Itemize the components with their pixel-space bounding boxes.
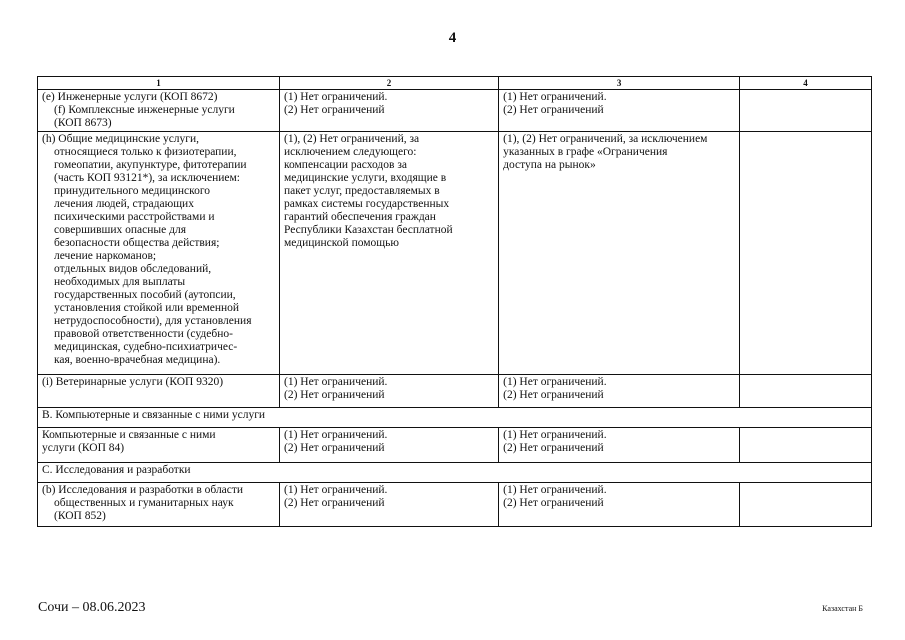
cell-text: кая, военно-врачебная медицина). [54, 354, 221, 366]
section-row-computer [38, 408, 872, 428]
cell-national-treatment [499, 483, 740, 527]
cell-text: Республики Казахстан бесплатной [283, 224, 453, 236]
cell-sector [38, 428, 280, 463]
cell-text: (2) Нет ограничений [503, 389, 604, 401]
cell-text: правовой ответственности (судебно- [54, 328, 233, 340]
cell-national-treatment [499, 90, 740, 132]
cell-text: указанных в графе «Ограничения [503, 146, 668, 158]
cell-text: медицинская, судебно-психиатричес- [54, 341, 238, 353]
column-header-2: 2 [279, 77, 498, 90]
cell-text: общественных и гуманитарных наук [54, 497, 234, 509]
cell-text: (1) Нет ограничений. [283, 376, 388, 388]
footer-place-date: Сочи – 08.06.2023 [38, 600, 146, 615]
column-header-4: 4 [740, 77, 872, 90]
cell-text: государственных пособий (аутопсии, [54, 289, 236, 301]
cell-text: лечения людей, страдающих [54, 198, 194, 210]
column-header-3: 3 [499, 77, 740, 90]
cell-text: (КОП 852) [54, 510, 106, 522]
cell-text: относящиеся только к физиотерапии, [54, 146, 237, 158]
cell-text: нетрудоспособности), для установления [54, 315, 252, 327]
section-row-research [38, 463, 872, 483]
cell-text: лечение наркоманов; [54, 250, 157, 262]
footer-country-code: Казахстан Б [822, 604, 863, 613]
cell-text: (1) Нет ограничений. [503, 376, 607, 388]
section-heading: B. Компьютерные и связанные с ними услуги [38, 408, 872, 428]
cell-additional [740, 428, 872, 463]
cell-text: (f) Комплексные инженерные услуги [54, 104, 235, 116]
table-row-medical [38, 132, 872, 375]
cell-sector [38, 483, 280, 527]
cell-sector [38, 90, 280, 132]
cell-text: (2) Нет ограничений [283, 442, 385, 454]
cell-text: психическими расстройствами и [54, 211, 215, 223]
column-header-1: 1 [38, 77, 280, 90]
cell-text: (КОП 8673) [54, 117, 112, 129]
cell-text: (1), (2) Нет ограничений, за [283, 133, 420, 145]
cell-text: безопасности общества действия; [54, 237, 220, 249]
cell-text: рамках системы государственных [283, 198, 450, 210]
cell-text: (1) Нет ограничений. [503, 429, 607, 441]
cell-text: (часть КОП 93121*), за исключением: [54, 172, 240, 184]
cell-text: (1) Нет ограничений. [283, 484, 388, 496]
cell-text: Компьютерные и связанные с ними [42, 429, 216, 441]
cell-market-access [279, 90, 498, 132]
table-row-research [38, 483, 872, 527]
cell-text: гомеопатии, акупунктуре, фитотерапии [54, 159, 247, 171]
cell-text: гарантий обеспечения граждан [283, 211, 436, 223]
schedule-table [37, 76, 872, 527]
cell-text: (2) Нет ограничений [503, 104, 604, 116]
cell-national-treatment [499, 428, 740, 463]
table-row-veterinary [38, 375, 872, 408]
cell-text: (1) Нет ограничений. [283, 429, 388, 441]
cell-market-access [279, 483, 498, 527]
cell-text: медицинской помощью [283, 237, 399, 249]
cell-text: (2) Нет ограничений [503, 497, 604, 509]
cell-additional [740, 375, 872, 408]
cell-market-access [279, 132, 498, 375]
cell-text: (2) Нет ограничений [283, 389, 385, 401]
cell-text: отдельных видов обследований, [54, 263, 212, 275]
cell-national-treatment [499, 375, 740, 408]
cell-text: (h) Общие медицинские услуги, [42, 133, 200, 145]
cell-market-access [279, 428, 498, 463]
cell-text: (1) Нет ограничений. [283, 91, 388, 103]
cell-text: установления стойкой или временной [54, 302, 240, 314]
cell-text: (2) Нет ограничений [283, 497, 385, 509]
cell-text: (1) Нет ограничений. [503, 484, 607, 496]
cell-text: компенсации расходов за [283, 159, 407, 171]
cell-sector [38, 132, 280, 375]
cell-text: принудительного медицинского [54, 185, 211, 197]
table-header-row [38, 77, 872, 90]
section-heading: C. Исследования и разработки [38, 463, 872, 483]
table-row-engineering [38, 90, 872, 132]
cell-text: медицинские услуги, входящие в [283, 172, 447, 184]
cell-additional [740, 90, 872, 132]
cell-text: услуги (КОП 84) [42, 442, 125, 454]
cell-additional [740, 132, 872, 375]
cell-text: (e) Инженерные услуги (КОП 8672) [42, 91, 218, 103]
cell-text: (i) Ветеринарные услуги (КОП 9320) [42, 376, 224, 388]
cell-text: доступа на рынок» [503, 159, 596, 171]
cell-text: пакет услуг, предоставляемых в [283, 185, 440, 197]
cell-text: исключением следующего: [283, 146, 417, 158]
table-row-computer [38, 428, 872, 463]
cell-text: совершивших опасные для [54, 224, 186, 236]
cell-text: (2) Нет ограничений [283, 104, 385, 116]
cell-national-treatment [499, 132, 740, 375]
cell-text: (b) Исследования и разработки в области [42, 484, 244, 496]
cell-text: (2) Нет ограничений [503, 442, 604, 454]
cell-text: (1), (2) Нет ограничений, за исключением [503, 133, 708, 145]
cell-text: необходимых для выплаты [54, 276, 186, 288]
cell-additional [740, 483, 872, 527]
cell-text: (1) Нет ограничений. [503, 91, 607, 103]
cell-market-access [279, 375, 498, 408]
page-number: 4 [448, 30, 457, 46]
cell-sector [38, 375, 280, 408]
